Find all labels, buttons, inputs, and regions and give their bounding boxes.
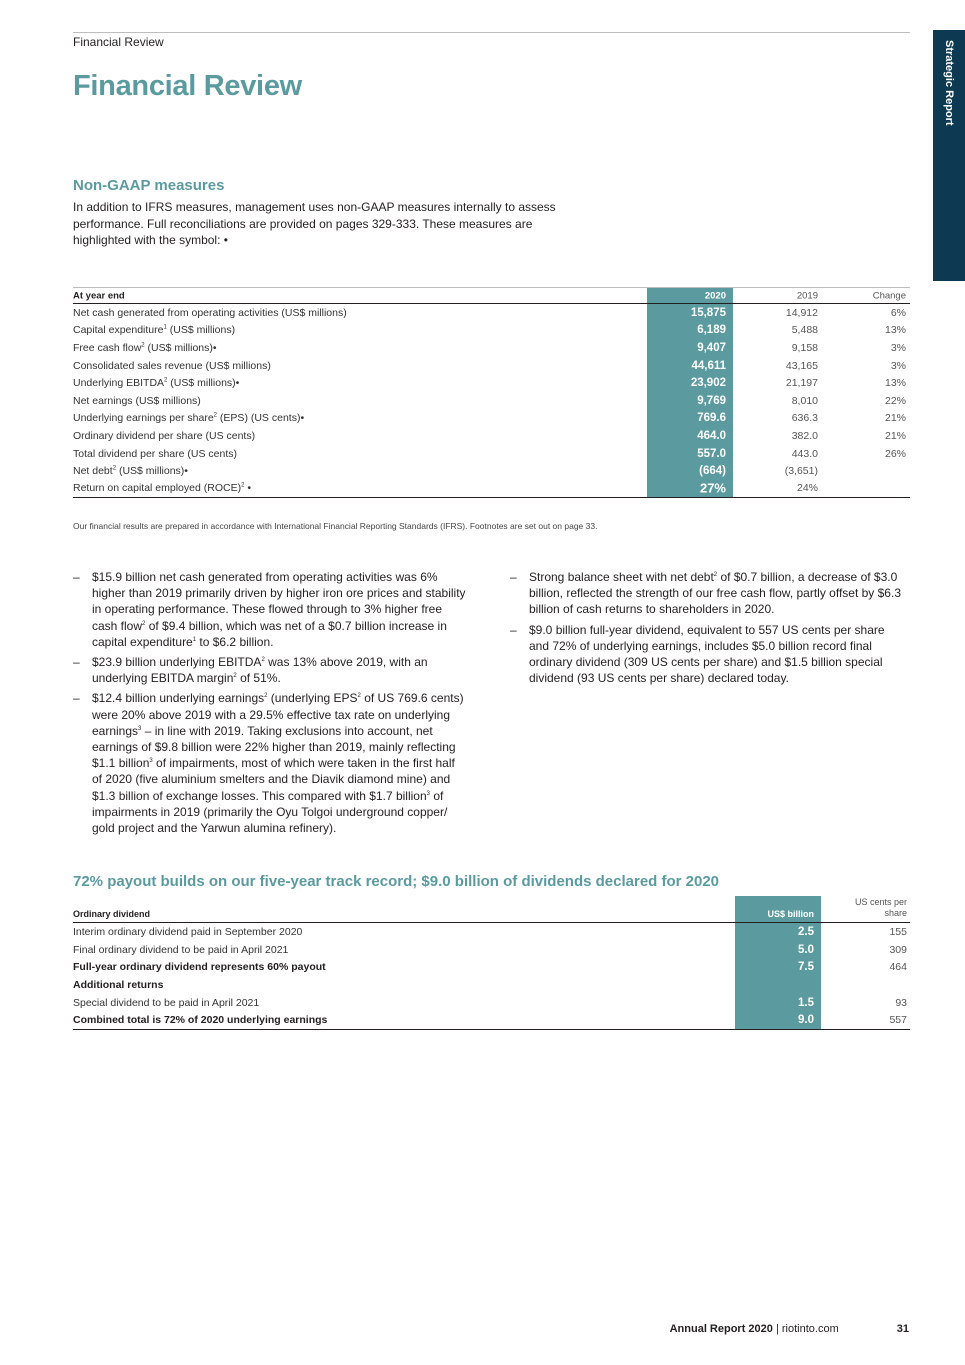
kpi-row-current: 44,611 xyxy=(691,359,726,372)
kpi-table xyxy=(73,287,910,498)
dividend-row-usd: 7.5 xyxy=(798,961,814,974)
kpi-row-previous: 24% xyxy=(796,482,818,495)
dividend-row-label: Combined total is 72% of 2020 underlying earnings xyxy=(73,1014,328,1027)
bullet-text: Strong balance sheet with net debt$^2$ of $0.7 billion, a decrease of $3.0 billion, reflected the strength of our free cash flow, partly offset by $6.3 billion of cash returns to shareholders in 2020. xyxy=(529,570,901,617)
dividend-heading: 72% payout builds on our five-year track record; $9.0 billion of dividends declared for 2020 xyxy=(73,873,720,890)
non-gaap-intro: In addition to IFRS measures, management uses non-GAAP measures internally to assess performance. Full reconciliations are provided on pages 329-333. These measures are highlighted with the symbol: • xyxy=(73,200,556,247)
kpi-row-label: Total dividend per share (US cents) xyxy=(73,447,237,460)
kpi-row-previous: 21,197 xyxy=(785,377,818,390)
kpi-row xyxy=(73,322,910,340)
kpi-row-previous: 443.0 xyxy=(791,447,818,460)
bullet-dash: – xyxy=(510,622,517,637)
dividend-row xyxy=(73,923,910,941)
kpi-row-current: 27% xyxy=(699,480,726,496)
dividend-row xyxy=(73,959,910,977)
bullet-text: $12.4 billion underlying earnings$^2$ (underlying EPS$^2$ of US 769.6 cents) were 20% above 2019 with a 29.5% effective tax rate on underlying earnings$^3$ – in line with 2019. Taking exclusions into account, net earnings of $9.8 billion were 22% higher than 2019, mainly reflecting $1.1 billion$^3$ of impairments, most of which were taken in the first half of 2020 (five aluminium smelters and the Diavik diamond mine) and $1.3 billion of exchange losses. This compared with $1.7 billion$^3$ of impairments in 2019 (primarily the Oyu Tolgoi underground copper/ gold project and the Yarwun alumina refinery). xyxy=(92,691,464,836)
page-footer xyxy=(670,1323,909,1335)
kpi-row-label: Underlying EBITDA$^2$ (US$ millions)• xyxy=(73,377,240,390)
kpi-row xyxy=(73,374,910,392)
table-footnote: Our financial results are prepared in accordance with International Financial Reporting Standards (IFRS). Footnotes are set out on page 33. xyxy=(73,521,598,531)
kpi-row-current: 464.0 xyxy=(697,429,726,442)
kpi-row xyxy=(73,339,910,357)
kpi-row-label: Ordinary dividend per share (US cents) xyxy=(73,429,256,442)
kpi-row xyxy=(73,462,910,480)
bullet-text: $15.9 billion net cash generated from operating activities was 6% higher than 2019 primarily driven by higher iron ore prices and stability in operating performance. These flowed through to 3% higher free cash flow$^2$ of $9.4 billion, which was net of a $0.7 billion increase in capital expenditure$^1$ to $6.2 billion. xyxy=(92,570,466,649)
bullet-item xyxy=(73,654,468,686)
kpi-row-label: Net debt$^2$ (US$ millions)• xyxy=(73,465,188,478)
kpi-header-row xyxy=(73,287,910,304)
kpi-row-change: 3% xyxy=(890,341,906,354)
dividend-row-label: Final ordinary dividend to be paid in April 2021 xyxy=(73,943,289,956)
bullet-item xyxy=(73,690,468,836)
kpi-row-previous: 5,488 xyxy=(791,324,818,337)
bullet-list-left xyxy=(73,569,468,840)
dividend-row xyxy=(73,976,910,994)
kpi-row-previous: 9,158 xyxy=(791,341,818,354)
bullet-item xyxy=(510,622,905,687)
kpi-row-previous: 382.0 xyxy=(791,429,818,442)
kpi-row xyxy=(73,480,910,498)
kpi-row-change: 21% xyxy=(884,429,906,442)
dividend-header-usd: US$ billion xyxy=(767,909,814,919)
kpi-row-previous: (3,651) xyxy=(784,465,818,478)
kpi-row-change: 22% xyxy=(884,394,906,407)
bullet-item xyxy=(73,569,468,650)
dividend-row-cents: 93 xyxy=(895,997,907,1010)
bullet-dash: – xyxy=(510,570,517,584)
dividend-row-cents: 557 xyxy=(889,1014,907,1027)
bullet-item xyxy=(510,569,905,618)
kpi-row-change: 6% xyxy=(890,306,906,319)
kpi-header-label: At year end xyxy=(73,290,125,301)
bullet-dash: – xyxy=(73,691,80,706)
section-side-tab[interactable] xyxy=(933,30,965,281)
kpi-row-change: 26% xyxy=(884,447,906,460)
footer-report: Annual Report 2020 xyxy=(669,1323,773,1335)
kpi-row-change: 21% xyxy=(884,412,906,425)
dividend-row-label: Full-year ordinary dividend represents 60% payout xyxy=(73,961,326,974)
footer-separator: | xyxy=(772,1323,782,1335)
side-tab-label: Strategic Report xyxy=(943,40,955,126)
running-head: Financial Review xyxy=(73,35,164,49)
footer-site-link[interactable]: riotinto.com xyxy=(781,1323,839,1335)
kpi-row-current: 15,875 xyxy=(690,306,726,319)
kpi-row-current: 9,769 xyxy=(697,394,726,407)
kpi-row-label: Consolidated sales revenue (US$ millions) xyxy=(73,359,271,372)
non-gaap-heading: Non-GAAP measures xyxy=(73,177,225,194)
kpi-row-label: Free cash flow$^2$ (US$ millions)• xyxy=(73,341,217,354)
kpi-row-current: (664) xyxy=(699,465,726,478)
kpi-row-previous: 8,010 xyxy=(791,394,818,407)
dividend-row-usd: 1.5 xyxy=(798,997,814,1010)
kpi-row-current: 9,407 xyxy=(697,341,726,354)
kpi-header-previous: 2019 xyxy=(796,290,818,301)
page-title: Financial Review xyxy=(73,70,302,102)
dividend-row xyxy=(73,1012,910,1030)
kpi-row xyxy=(73,392,910,410)
dividend-row-label: Special dividend to be paid in April 2021 xyxy=(73,997,260,1010)
bullet-list-right xyxy=(510,569,905,690)
kpi-row-change: 3% xyxy=(890,359,906,372)
kpi-row-change: 13% xyxy=(884,377,906,390)
kpi-row-label: Underlying earnings per share$^2$ (EPS) (US cents)• xyxy=(73,412,305,425)
kpi-row-label: Net earnings (US$ millions) xyxy=(73,394,201,407)
bullet-dash: – xyxy=(73,570,80,584)
kpi-row-current: 6,189 xyxy=(697,324,726,337)
kpi-row-change: 13% xyxy=(884,324,906,337)
kpi-row-current: 769.6 xyxy=(697,412,726,425)
bullet-text: $23.9 billion underlying EBITDA$^2$ was 13% above 2019, with an underlying EBITDA margin$^2$ of 51%. xyxy=(92,655,428,686)
kpi-row-label: Capital expenditure$^1$ (US$ millions) xyxy=(73,324,236,337)
dividend-row-usd: 2.5 xyxy=(798,925,814,938)
kpi-header-change: Change xyxy=(872,290,906,301)
dividend-header-row xyxy=(73,896,910,923)
bullet-dash: – xyxy=(73,655,80,670)
kpi-row-previous: 43,165 xyxy=(785,359,818,372)
header-rule xyxy=(73,32,910,33)
kpi-row xyxy=(73,410,910,428)
dividend-header-label: Ordinary dividend xyxy=(73,909,151,919)
dividend-row-cents: 155 xyxy=(889,925,907,938)
kpi-row-previous: 14,912 xyxy=(785,306,818,319)
kpi-row-previous: 636.3 xyxy=(791,412,818,425)
bullet-text: $9.0 billion full-year dividend, equivalent to 557 US cents per share and 72% of underlying earnings, includes $5.0 billion record final ordinary dividend (309 US cents per share) and $1.5 billion special dividend (93 US cents per share) declared today. xyxy=(529,622,885,686)
dividend-row-label: Interim ordinary dividend paid in September 2020 xyxy=(73,925,303,938)
kpi-header-current: 2020 xyxy=(704,290,726,301)
dividend-table xyxy=(73,896,910,1030)
kpi-row-current: 23,902 xyxy=(690,377,726,390)
dividend-row-cents: 309 xyxy=(889,943,907,956)
kpi-row xyxy=(73,445,910,463)
dividend-row-usd: 9.0 xyxy=(798,1014,814,1027)
dividend-row xyxy=(73,941,910,959)
kpi-row-label: Net cash generated from operating activities (US$ millions) xyxy=(73,306,347,319)
kpi-row-current: 557.0 xyxy=(697,447,726,460)
dividend-row-label: Additional returns xyxy=(73,979,164,992)
kpi-row-label: Return on capital employed (ROCE)$^2$ • xyxy=(73,482,252,495)
kpi-row xyxy=(73,304,910,322)
kpi-row xyxy=(73,357,910,375)
dividend-row xyxy=(73,994,910,1012)
dividend-header-cents: US cents per share xyxy=(854,897,907,918)
page-number: 31 xyxy=(896,1323,909,1335)
dividend-row-cents: 464 xyxy=(889,961,907,974)
dividend-row-usd: 5.0 xyxy=(798,943,814,956)
kpi-row xyxy=(73,427,910,445)
